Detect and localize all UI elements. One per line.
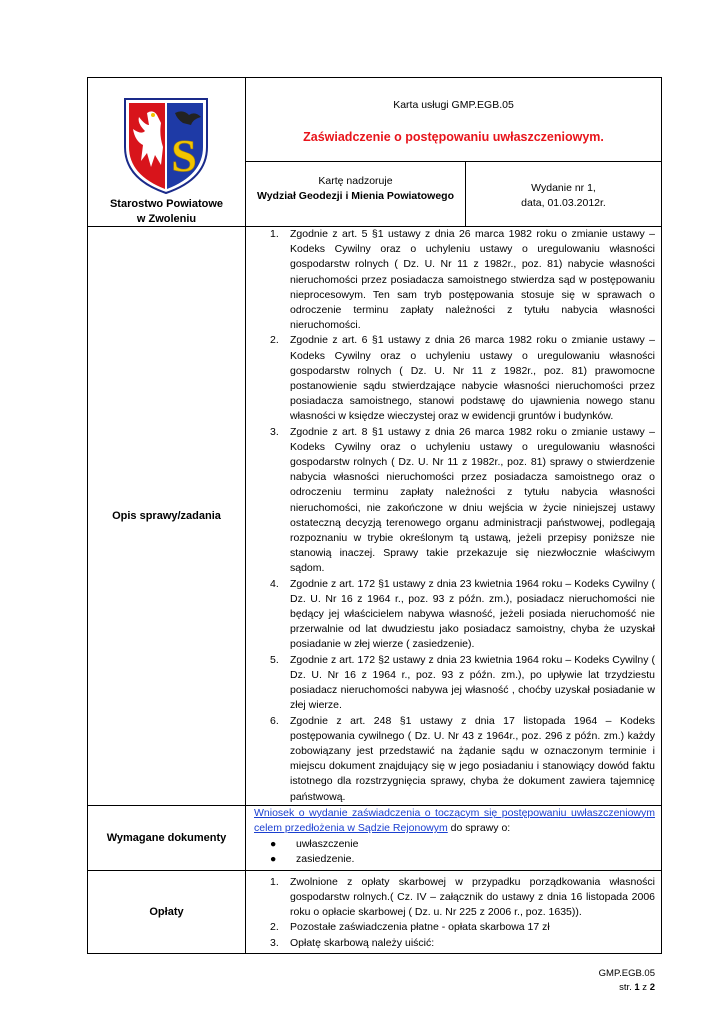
list-item: 4. Zgodnie z art. 172 §1 ustawy z dnia 23 kwietnia 1964 roku – Kodeks Cywilny ( Dz. U. Nr 16 z 1964 r., poz. 93 z późn. zm.), posiadacz nieruchomości nie będący jej właścicielem nabywa własność, jeżeli posiada nieruchomość nie przerwalnie od lat dwudziestu jako posiadacz samoistny, chyba że uzyskał posiadanie w złej wierze ( zasiedzenie). — [270, 577, 656, 651]
list-item: 1. Zwolnione z opłaty skarbowej w przypadku porządkowania własności gospodarstw rolnych.( Cz. IV – załącznik do ustawy z dnia 16 listopada 2006 roku o opłacie skarbowej ( Dz. u. Nr 225 z 2006 r., poz. 1635)). — [270, 875, 656, 919]
office-name-line2: w Zwoleniu — [136, 213, 197, 225]
list-item: 5. Zgodnie z art. 172 §2 ustawy z dnia 23 kwietnia 1964 roku – Kodeks Cywilny ( Dz. U. Nr 16 z 1964 r., poz. 93 z późn. zm.), po upływie lat trzydziestu posiadacz nieruchomości nabywa jej własność , choćby uzyskał posiadanie w złej wierze. — [270, 653, 656, 712]
list-item: 2. Pozostałe zaświadczenia płatne - opłata skarbowa 17 zł — [270, 921, 550, 934]
coat-of-arms-icon — [121, 95, 211, 195]
office-cell — [88, 78, 246, 227]
documents-cell — [246, 805, 662, 870]
description-label-cell — [88, 227, 246, 806]
fees-list — [246, 871, 661, 951]
page-footer — [599, 967, 655, 995]
list-item: 1. Zgodnie z art. 5 §1 ustawy z dnia 26 marca 1982 roku o zmianie ustawy – Kodeks Cywilny oraz o uchyleniu ustawy o uregulowaniu własności gospodarstw rolnych ( Dz. U. Nr 11 z 1982r., poz. 81) nabycie własności nieruchomości przez posiadacza samoistnego stwierdza sąd w postępowaniu nieprocesowym. Ten sam tryb postępowania stosuje się w sprawach o odroczenie terminu zapłaty należności z tytułu nabycia własności nieruchomości. — [270, 228, 656, 332]
fees-cell — [246, 870, 662, 953]
office-name-line1: Starostwo Powiatowe — [109, 198, 224, 210]
application-form-link[interactable]: Wniosek o wydanie zaświadczenia o toczącym się postępowaniu uwłaszczeniowym celem przedłożenia w Sądzie Rejonowym — [254, 806, 656, 835]
list-item: 6. Zgodnie z art. 248 §1 ustawy z dnia 17 listopada 1964 – Kodeks postępowania cywilnego ( Dz. U. Nr 43 z 1964r., poz. 296 z późn. zm.) każdy zobowiązany jest przedstawić na żądanie sądu w oznaczonym terminie i miejscu dokument znajdujący się w jego posiadaniu i stanowiący dowód faktu istotnego dla rozstrzygnięcia sprawy, chyba że dokument zawiera tajemnicę państwową. — [270, 714, 656, 803]
bullet-icon: ● — [270, 837, 277, 850]
list-item: 3. Opłatę skarbową należy uiścić: — [270, 936, 435, 949]
edition-number: Wydanie nr 1, — [531, 181, 596, 194]
documents-label: Wymagane dokumenty — [106, 831, 227, 844]
supervisor-cell — [246, 161, 466, 226]
description-list — [246, 227, 661, 805]
page-number: str. 1 z 2 — [619, 982, 655, 993]
service-card-table — [87, 77, 662, 954]
list-item: 3. Zgodnie z art. 8 §1 ustawy z dnia 26 marca 1982 roku o zmianie ustawy – Kodeks Cywilny oraz o uchyleniu ustawy o uregulowaniu własności gospodarstw rolnych ( Dz. U. Nr 11 z 1982r., poz. 81) sprawy o stwierdzenie nabycia własności nieruchomości przez posiadacza samoistnego oraz o odroczeniu terminu zapłaty należności z tytułu nabycia własności nieruchomości, nie zakończone w dniu wejścia w życie niniejszej ustawy ostateczną decyzją terenowego organu administracji państwowej, podlegają rozpoznaniu w trybie określonym tą ustawą, jeżeli przepisy poniższe nie stanowią inaczej. Sprawy takie przekazuje się niezwłocznie właściwym sądom. — [270, 425, 656, 575]
list-item: ● zasiedzenie. — [254, 852, 655, 868]
supervisor-department: Wydział Geodezji i Mienia Powiatowego — [256, 189, 454, 202]
list-item: ● uwłaszczenie — [254, 837, 655, 853]
list-item: 2. Zgodnie z art. 6 §1 ustawy z dnia 26 marca 1982 roku o zmianie ustawy – Kodeks Cywilny oraz o uchyleniu ustawy o uregulowaniu własności gospodarstw rolnych ( Dz. U. Nr 11 z 1982r., poz. 81) prawomocne postanowienie sądu stwierdzające nabycie własności nieruchomości przez posiadacza samoistnego, stanowi podstawę do ujawnienia nowego stanu własności w księdze wieczystej oraz w ewidencji gruntów i budynków. — [270, 334, 656, 423]
fees-label: Opłaty — [149, 905, 184, 918]
office-name — [88, 197, 245, 227]
edition-cell — [466, 161, 662, 226]
footer-code: GMP.EGB.05 — [598, 968, 655, 979]
logo-letter: S — [171, 130, 197, 181]
fees-label-cell — [88, 870, 246, 953]
description-cell — [246, 227, 662, 806]
card-title: Zaświadczenie o postępowaniu uwłaszczeniowym. — [303, 130, 604, 144]
bullet-icon: ● — [270, 853, 277, 866]
documents-link-suffix: do sprawy o: — [447, 822, 511, 835]
supervisor-label: Kartę nadzoruje — [318, 174, 393, 187]
documents-bullet-list — [254, 837, 655, 868]
edition-date: data, 01.03.2012r. — [521, 196, 606, 209]
documents-label-cell — [88, 805, 246, 870]
card-header-cell — [246, 78, 662, 162]
description-label: Opis sprawy/zadania — [112, 509, 221, 522]
card-label: Karta usługi GMP.EGB.05 — [393, 99, 514, 111]
